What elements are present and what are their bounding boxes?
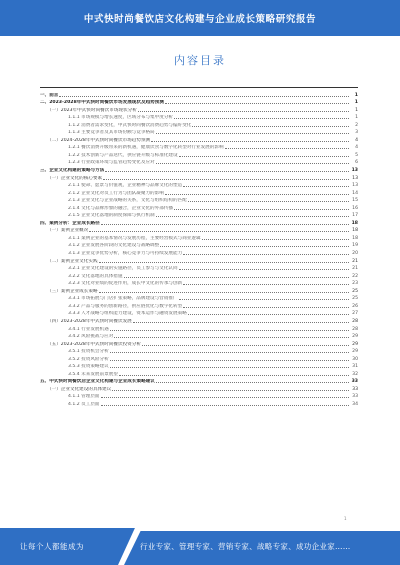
- toc-dot-leader: [99, 262, 349, 263]
- toc-entry[interactable]: [40, 324, 358, 332]
- toc-entry[interactable]: [40, 248, 358, 256]
- toc-entry[interactable]: [40, 173, 358, 181]
- toc-dot-leader: [101, 224, 349, 225]
- toc-entry-page: 21: [352, 266, 358, 272]
- toc-entry-title: （一）2023年中式快时尚餐饮市场现状分析: [47, 107, 137, 113]
- toc-entry-title: 1.2.3 行业政策环境与监管趋势变化及应对: [68, 160, 155, 166]
- toc-entry-title: 3.5.3 投资策略建议: [68, 364, 109, 370]
- toc-dot-leader: [174, 209, 349, 210]
- toc-dot-leader: [101, 397, 349, 398]
- toc-heading: 内容目录: [174, 54, 226, 67]
- toc-entry-page: 18: [352, 235, 358, 241]
- toc-entry-title: （四）2023-2028年中式快时尚餐饮发展: [47, 318, 132, 324]
- toc-dot-leader: [99, 292, 349, 293]
- toc-entry-page: 32: [352, 371, 358, 377]
- toc-entry[interactable]: [40, 256, 358, 264]
- report-header-banner: [0, 0, 400, 36]
- toc-entry-title: 1.1.1 市场规模与增长速度，区域分布与集中度分析: [68, 115, 174, 121]
- toc-entry[interactable]: [40, 158, 358, 166]
- toc-entry-page: 34: [352, 401, 358, 407]
- toc-entry[interactable]: [40, 90, 358, 98]
- toc-dot-leader: [156, 163, 349, 164]
- toc-entry-title: 二、2023-2028年中式快时尚餐饮市场发展现状及趋势预测: [40, 100, 164, 106]
- toc-entry[interactable]: [40, 120, 358, 128]
- toc-entry-page: 13: [352, 183, 358, 189]
- toc-dot-leader: [165, 103, 349, 104]
- toc-entry-page: 33: [351, 379, 358, 385]
- toc-dot-leader: [133, 322, 349, 323]
- toc-entry-page: 13: [352, 175, 358, 181]
- toc-dot-leader: [138, 111, 349, 112]
- toc-entry-title: （三）案例企业成长策略: [47, 288, 98, 294]
- toc-entry[interactable]: [40, 203, 358, 211]
- toc-dot-leader: [142, 345, 349, 346]
- toc-dot-leader: [179, 156, 349, 157]
- toc-entry-title: （一）企业文化建设的具体建议: [47, 386, 112, 392]
- toc-entry-page: 27: [352, 311, 358, 317]
- toc-entry-title: 3.3.2 产品与服务的创新路径，供应链优化与数字化转型: [68, 303, 183, 309]
- toc-entry-page: 1: [354, 100, 358, 106]
- toc-dot-leader: [110, 360, 349, 361]
- toc-dot-leader: [160, 246, 349, 247]
- toc-entry-page: 25: [352, 296, 358, 302]
- toc-dot-leader: [156, 216, 349, 217]
- toc-entry[interactable]: [40, 150, 358, 158]
- toc-entry-page: 6: [355, 160, 358, 166]
- toc-entry-page: 3: [355, 130, 358, 136]
- toc-dot-leader: [124, 277, 350, 278]
- toc-entry[interactable]: [40, 294, 358, 302]
- toc-entry-page: 22: [352, 273, 358, 279]
- toc-entry-title: （二）案例企业文化实践: [47, 258, 98, 264]
- toc-entry-title: 3.3.1 市场拓展与门店扩张策略，品牌建设与营销推广: [68, 296, 178, 302]
- toc-dot-leader: [179, 299, 349, 300]
- toc-dot-leader: [110, 352, 349, 353]
- toc-entry-page: 33: [352, 394, 358, 400]
- toc-dot-leader: [183, 254, 349, 255]
- toc-entry[interactable]: [40, 218, 358, 226]
- toc-dot-leader: [202, 239, 349, 240]
- toc-dot-leader: [103, 179, 349, 180]
- toc-entry[interactable]: [40, 128, 358, 136]
- toc-entry-title: 2.1.4 文化与品牌形象的融合，企业文化的外部传播: [68, 205, 174, 211]
- toc-dot-leader: [174, 118, 349, 119]
- toc-dot-leader: [183, 284, 349, 285]
- toc-entry[interactable]: [40, 241, 358, 249]
- toc-entry-title: 3.5.2 投资风险分析: [68, 356, 109, 362]
- toc-entry-page: 20: [352, 251, 358, 257]
- toc-entry[interactable]: [40, 211, 358, 219]
- toc-entry-page: 13: [351, 168, 358, 174]
- toc-entry-title: （二）2024-2028年中式快时尚餐饮市场趋势预测: [47, 137, 151, 143]
- toc-entry[interactable]: [40, 165, 358, 173]
- toc-entry[interactable]: [40, 339, 358, 347]
- toc-entry[interactable]: [40, 309, 358, 317]
- toc-entry-title: 3.2.3 文化对业绩的促进作用，成长中文化的传承与创新: [68, 281, 183, 287]
- toc-entry-title: 五、中式快时尚餐饮店企业文化构建与企业成长策略建议: [40, 379, 155, 385]
- toc-entry-title: 1.1.2 消费者需求变化，中式快时尚餐饮消费趋势与偏好变化: [68, 122, 192, 128]
- toc-dot-leader: [151, 141, 349, 142]
- toc-dot-leader: [119, 375, 349, 376]
- toc-entry[interactable]: [40, 316, 358, 324]
- toc-entry-title: 4.1.1 管理层面: [68, 394, 100, 400]
- toc-dot-leader: [59, 96, 349, 97]
- toc-entry-title: 3.2.1 企业文化建设的实施路径，员工参与与文化认同: [68, 266, 178, 272]
- toc-entry-title: 一、前言: [40, 92, 59, 98]
- toc-dot-leader: [183, 186, 349, 187]
- toc-entry-page: 31: [352, 364, 358, 370]
- toc-entry-title: 2.1.2 企业文化对员工行为与团队凝聚力的影响: [68, 190, 164, 196]
- toc-dot-leader: [225, 148, 349, 149]
- toc-entry[interactable]: [40, 271, 358, 279]
- toc-entry[interactable]: [40, 196, 358, 204]
- toc-dot-leader: [183, 307, 349, 308]
- toc-dot-leader: [192, 126, 349, 127]
- toc-dot-leader: [188, 201, 349, 202]
- toc-entry-page: 28: [352, 326, 358, 332]
- toc-entry-page: 16: [352, 205, 358, 211]
- toc-entry[interactable]: [40, 354, 358, 362]
- toc-dot-leader: [165, 194, 349, 195]
- toc-entry-page: 15: [352, 198, 358, 204]
- toc-entry-page: 4: [355, 137, 358, 143]
- toc-dot-leader: [156, 382, 349, 383]
- toc-entry[interactable]: [40, 264, 358, 272]
- toc-dot-leader: [110, 330, 349, 331]
- toc-entry-page: 2: [355, 122, 358, 128]
- toc-entry-title: 1.2.2 技术创新与产品迭代，供应链升级与标准化建设: [68, 152, 178, 158]
- toc-dot-leader: [105, 171, 349, 172]
- toc-entry-page: 26: [352, 303, 358, 309]
- toc-entry[interactable]: [40, 135, 358, 143]
- toc-entry-title: 2.1.1 使命、愿景与价值观，企业精神与品牌文化的塑造: [68, 183, 183, 189]
- toc-entry-title: 1.1.3 主要竞争者及其市场份额与竞争格局: [68, 130, 155, 136]
- toc-entry-title: 1.2.1 餐饮消费升级带来的新机遇，健康饮食与数字化转型对行业发展的影响: [68, 145, 224, 151]
- table-of-contents: [40, 90, 358, 407]
- report-title: 中式快时尚餐饮店文化构建与企业成长策略研究报告: [83, 14, 317, 25]
- toc-dot-leader: [101, 405, 349, 406]
- toc-entry[interactable]: [40, 226, 358, 234]
- toc-entry-title: 3.1.1 案例企业的基本情况与发展历程，主要经营模式与商业逻辑: [68, 235, 201, 241]
- toc-dot-leader: [179, 269, 349, 270]
- toc-entry[interactable]: [40, 279, 358, 287]
- toc-entry[interactable]: [40, 362, 358, 370]
- toc-entry-page: 29: [352, 341, 358, 347]
- toc-entry-page: 29: [352, 349, 358, 355]
- page-number: 1: [344, 516, 347, 521]
- toc-entry-title: 3.1.3 企业竞争优势分析，核心竞争力与可持续发展能力: [68, 251, 183, 257]
- toc-entry[interactable]: [40, 392, 358, 400]
- toc-entry-page: 29: [352, 334, 358, 340]
- toc-entry[interactable]: [40, 377, 358, 385]
- toc-entry-title: 三、企业文化构建的策略与方法: [40, 168, 105, 174]
- toc-entry[interactable]: [40, 369, 358, 377]
- toc-entry-page: 14: [352, 190, 358, 196]
- footer-slogan-left: 让每个人都能成为: [20, 542, 84, 551]
- toc-divider: [40, 87, 358, 88]
- toc-entry[interactable]: [40, 113, 358, 121]
- toc-entry-page: 23: [352, 281, 358, 287]
- toc-dot-leader: [110, 367, 349, 368]
- toc-entry[interactable]: [40, 181, 358, 189]
- toc-entry-page: 25: [352, 288, 358, 294]
- toc-entry-title: 2.1.5 企业文化落地的制度保障与执行机制: [68, 213, 155, 219]
- toc-entry-title: 3.4.1 行业发展机遇: [68, 326, 109, 332]
- toc-entry-page: 28: [352, 318, 358, 324]
- toc-entry[interactable]: [40, 98, 358, 106]
- toc-entry-page: 4: [355, 145, 358, 151]
- toc-dot-leader: [188, 314, 349, 315]
- toc-entry-page: 30: [352, 356, 358, 362]
- toc-dot-leader: [112, 390, 349, 391]
- toc-entry-title: 3.3.3 人才战略与组织能力建设，资本运作与融资发展策略: [68, 311, 187, 317]
- toc-entry-page: 18: [352, 228, 358, 234]
- toc-entry[interactable]: [40, 286, 358, 294]
- toc-entry-page: 1: [355, 107, 358, 113]
- toc-entry-page: 1: [354, 92, 358, 98]
- toc-entry[interactable]: [40, 105, 358, 113]
- toc-dot-leader: [89, 231, 349, 232]
- toc-entry-title: 3.1.2 企业发展各阶段的文化建设与战略调整: [68, 243, 160, 249]
- toc-entry-title: 4.1.2 员工层面: [68, 401, 100, 407]
- toc-entry-title: 3.5.4 未来发展前景展望: [68, 371, 118, 377]
- toc-entry[interactable]: [40, 399, 358, 407]
- toc-entry-title: （一）企业文化的核心要素: [47, 175, 103, 181]
- toc-entry-title: 3.4.2 风险挑战与应对: [68, 334, 114, 340]
- toc-entry-page: 19: [352, 243, 358, 249]
- toc-entry-page: 17: [352, 213, 358, 219]
- toc-entry[interactable]: [40, 143, 358, 151]
- toc-entry-title: 3.5.1 投资机会分析: [68, 349, 109, 355]
- toc-entry[interactable]: [40, 332, 358, 340]
- toc-entry-title: （一）案例企业概况: [47, 228, 89, 234]
- toc-entry-page: 21: [352, 258, 358, 264]
- toc-entry-page: 18: [351, 220, 358, 226]
- toc-entry-title: 3.2.2 文化落地的具体措施: [68, 273, 123, 279]
- toc-entry-title: 四、案例分析：企业成长路径: [40, 220, 100, 226]
- toc-entry-title: （五）2023-2028年中式快时尚餐饮投资分析: [47, 341, 141, 347]
- toc-dot-leader: [156, 133, 349, 134]
- footer-slogan-right: 行业专家、管理专家、营销专家、战略专家、成功企业家……: [140, 542, 351, 551]
- toc-entry-page: 1: [355, 115, 358, 121]
- toc-entry[interactable]: [40, 233, 358, 241]
- toc-entry-page: 33: [352, 386, 358, 392]
- toc-entry[interactable]: [40, 384, 358, 392]
- toc-entry-page: 5: [355, 152, 358, 158]
- toc-entry[interactable]: [40, 347, 358, 355]
- toc-dot-leader: [114, 337, 349, 338]
- toc-entry-title: 2.1.3 企业文化与企业战略的关系，文化与组织结构的匹配: [68, 198, 187, 204]
- toc-entry[interactable]: [40, 301, 358, 309]
- toc-entry[interactable]: [40, 188, 358, 196]
